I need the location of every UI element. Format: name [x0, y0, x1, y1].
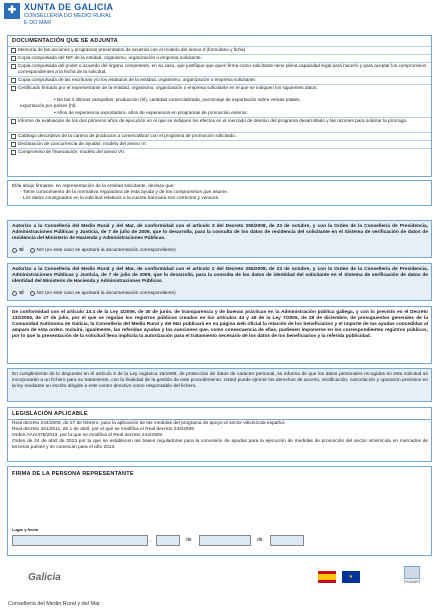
- place-date-label: Lugar y fecha: [12, 527, 39, 532]
- feader-logo: FEADER: [398, 566, 426, 588]
- legislation-line: Real decreto 461/2011, de 1 de abril, por el que se modifica el Real decreto 244/2009.: [12, 427, 196, 432]
- checkbox[interactable]: [11, 119, 16, 124]
- doc-item-catalogo: Catálogo descriptivo de la cartera de productos a comercializar con el programa de promoción solicitado.: [11, 133, 430, 139]
- legislation-title: LEGISLACIÓN APLICABLE: [12, 411, 88, 417]
- feader-icon: [404, 566, 420, 579]
- sub-item-campaigns: • De las 3 últimas campañas: producción (hl), cantidad comercializada, porcentaje de exportación sobre ventas totales,: [54, 97, 301, 102]
- transparency-section: [7, 306, 432, 364]
- radio-no[interactable]: [30, 248, 35, 253]
- doc-item-certificado: Certificado firmado por el representante de la entidad, organismo, organización o empresa solicitante en el que se indiquen los siguientes datos:: [11, 85, 430, 91]
- authorization-residence: [7, 220, 432, 258]
- checkbox[interactable]: [11, 150, 16, 155]
- authorization-residence-options: SÍ NO (en este caso se aportará la documentación correspondiente): [12, 248, 176, 253]
- declaration-line-1: - Tiene conocimiento de la normativa reguladora de esta ayuda y de los compromisos que asume.: [20, 190, 229, 195]
- signature-section: [7, 466, 432, 556]
- legislation-line: Orden AAA/478/2013, por la que se modifica el Real decreto 244/2009.: [12, 433, 164, 438]
- checkbox[interactable]: [11, 142, 16, 147]
- doc-item-compromiso: Compromiso de financiación: modelo del anexo VII.: [11, 149, 430, 155]
- page-header: [0, 0, 439, 34]
- legislation-line: Orden de 24 de abril de 2013 por la que se establecen las bases reguladoras para la concesión de ayudas para la ejecución de medidas de promoción del sector vitivinícola en mercados de terceros países y se convocan para el año 2013.: [12, 439, 428, 450]
- authorization-identity-text: Autorizo a la Consellería del Medio Rural y del Mar, de conformidad con el artículo 2 del Decreto 255/2008, de 23 de octubre, y con la Orden de la Consellería de Presidencia, Administraciones Públicas y Justicia, de 7 de julio de 2009, que lo desarrolla, para la consulta de los datos de identidad del solicitante en el Sistema de verificación de datos de identidad del Ministerio de Hacienda y Administraciones Públicas.: [12, 267, 428, 284]
- authorization-identity-options: SÍ NO (en este caso se aportará la documentación correspondiente): [12, 291, 176, 296]
- place-input[interactable]: [12, 535, 148, 546]
- doc-item-poder: Copia compulsada del poder o acuerdo del órgano competente, en su caso, que justifique que quien firma como solicitante tiene plena capacidad legal para hacerlo y para aceptar los compromisos correspondientes a la fecha de la solicitud.: [11, 63, 430, 74]
- checkbox[interactable]: [11, 48, 16, 53]
- data-protection-text: En cumplimiento de lo dispuesto en el artículo 5 de la Ley orgánica 15/1999, de protección de datos de carácter personal, se informa de que los datos personales recogidos en esta solicitud se incorporarán a un fichero para su tratamiento, con la finalidad de la gestión de este procedimiento. Usted puede ejercer los derechos de acceso, rectificación, cancelación y oposición previstos en la ley mediante un escrito dirigido a este centro directivo como responsable del fichero.: [12, 372, 428, 389]
- authorization-identity: [7, 263, 432, 301]
- doc-item-escrituras: Copia compulsada de las escrituras y/o los estatutos de la entidad, organismo, organización o empresa solicitante.: [11, 77, 430, 83]
- eu-flag-icon: ★: [342, 571, 360, 583]
- day-input[interactable]: [156, 535, 180, 546]
- declaration-section: [7, 180, 432, 206]
- transparency-text: De conformidad con el artículo 13.4 de la Ley 4/2006, de 30 de junio, de transparencia y de buenas prácticas en la Administración pública gallega, y con lo previsto en el Decreto 132/2006, de 27 de julio, por el que se regulan los registros públicos creados en los artículos 44 y 45 de la Ley 7/2005, de 29 de diciembre, de presupuestos generales de la Comunidad Autónoma de Galicia, la Consellería del Medio Rural y del Mar publicará en su página web oficial la relación de los beneficiarios y el importe de las ayudas concedidas al amparo de esta orden. Incluirá, igualmente, las referidas ayudas y las sanciones que, como consecuencia de ellas, pudiesen imponerse en los correspondientes registros públicos, por lo que la presentación de la solicitud lleva implícita la autorización para el tratamiento necesario de los datos de los beneficiarios y la referida publicidad.: [12, 310, 428, 339]
- separator-de-1: de: [186, 537, 192, 543]
- legislation-line: Real decreto 244/2009, de 27 de febrero, para la aplicación de las medidas del programa de apoyo al sector vitivinícola español.: [12, 421, 286, 426]
- department-name: CONSELLERÍA DO MEDIO RURAL E DO MAR: [24, 13, 112, 26]
- checkbox[interactable]: [11, 56, 16, 61]
- radio-yes[interactable]: [12, 248, 17, 253]
- year-input[interactable]: [270, 535, 304, 546]
- doc-item-concurrencia: Declaración de concurrencia de ayudas: modelo del anexo VI.: [11, 141, 430, 147]
- sub-item-campaigns-cont: exportación por países (hl).: [20, 103, 77, 108]
- data-protection-section: [7, 368, 432, 402]
- radio-yes[interactable]: [12, 291, 17, 296]
- org-name: XUNTA DE GALICIA: [24, 2, 114, 12]
- radio-no[interactable]: [30, 291, 35, 296]
- documentation-section: [7, 35, 432, 177]
- galicia-logo: Galicia: [28, 572, 61, 583]
- signature-title: FIRMA DE LA PERSONA REPRESENTANTE: [12, 471, 134, 477]
- declaration-line-2: - Los datos consignados en la solicitud relativos a la cuenta bancaria son correctos y veraces.: [20, 196, 220, 201]
- checkbox[interactable]: [11, 64, 16, 69]
- spain-flag-icon: [318, 571, 336, 583]
- xunta-logo-icon: ✚: [4, 3, 20, 19]
- month-input[interactable]: [199, 535, 251, 546]
- checkbox[interactable]: [11, 134, 16, 139]
- sub-item-experience: • Años de experiencia exportadora, años de experiencia en programas de promoción exterior.: [54, 110, 248, 115]
- documentation-title: DOCUMENTACIÓN QUE SE ADJUNTA: [12, 38, 118, 44]
- doc-item-memoria: Memoria de las acciones y programas presentados de acuerdo con el modelo del anexo II (formulario y ficha).: [11, 47, 430, 53]
- declaration-intro: El/la abajo firmante, en representación de la entidad solicitante, declara que:: [12, 184, 175, 189]
- checkbox[interactable]: [11, 78, 16, 83]
- separator-comma: ,: [150, 537, 152, 543]
- doc-item-nif: Copia compulsada del NIF de la entidad, organismo, organización o empresa solicitante.: [11, 55, 430, 61]
- doc-item-informe: Informe de evaluación de los dos primeros años de ejecución en el que se indiquen los efectos en el mercado de destino del programa desarrollado y las razones para solicitar la prórroga.: [11, 118, 430, 124]
- footer-text: Consellería del Medio Rural y del Mar: [8, 601, 101, 607]
- authorization-residence-text: Autorizo a la Consellería del Medio Rural y del Mar, de conformidad con el artículo 3 del Decreto 255/2008, de 23 de octubre, y con la Orden de la Consellería de Presidencia, Administraciones Públicas y Justicia, de 7 de julio de 2009, que lo desarrolla, para la consulta de los datos de residencia del solicitante en el Sistema de verificación de datos de residencia del Ministerio de Hacienda y Administraciones Públicas.: [12, 224, 428, 241]
- legislation-section: [7, 407, 432, 462]
- separator-de-2: de: [257, 537, 263, 543]
- checkbox[interactable]: [11, 86, 16, 91]
